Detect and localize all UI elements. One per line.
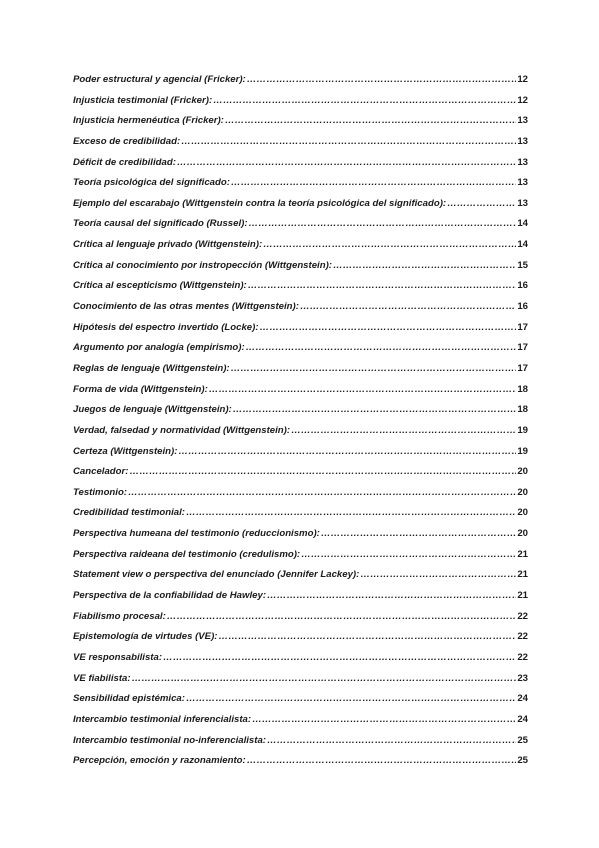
toc-dot-leader — [249, 218, 517, 230]
toc-entry[interactable] — [73, 714, 528, 735]
toc-entry[interactable] — [73, 218, 528, 239]
toc-entry-title: Exceso de credibilidad: — [73, 135, 181, 147]
toc-entry-title: Crítica al conocimiento por instropección (Wittgenstein): — [73, 259, 332, 271]
toc-entry-title: Forma de vida (Wittgenstein): — [73, 383, 208, 395]
toc-entry[interactable] — [73, 507, 528, 528]
toc-entry[interactable] — [73, 115, 528, 136]
toc-entry-page-number: 23 — [517, 672, 528, 684]
toc-dot-leader — [186, 507, 516, 519]
toc-dot-leader — [163, 652, 516, 664]
toc-entry-title: Hipótesis del espectro invertido (Locke): — [73, 321, 259, 333]
toc-dot-leader — [333, 260, 516, 272]
toc-entry-title: Perspectiva humeana del testimonio (reduccionismo): — [73, 528, 320, 540]
toc-entry-title: Epistemología de virtudes (VE): — [73, 631, 218, 643]
toc-entry[interactable] — [73, 673, 528, 694]
toc-entry-title: Argumento por analogía (empirismo): — [73, 342, 245, 354]
toc-dot-leader — [447, 198, 516, 210]
toc-entry[interactable] — [73, 693, 528, 714]
toc-entry[interactable] — [73, 239, 528, 260]
toc-dot-leader — [128, 487, 516, 499]
toc-dot-leader — [178, 446, 516, 458]
toc-entry[interactable] — [73, 611, 528, 632]
toc-entry-title: Déficit de credibilidad: — [73, 156, 176, 168]
toc-entry[interactable] — [73, 342, 528, 363]
toc-entry[interactable] — [73, 735, 528, 756]
toc-dot-leader — [231, 177, 516, 189]
toc-entry[interactable] — [73, 446, 528, 467]
toc-entry[interactable] — [73, 755, 528, 776]
toc-entry-page-number: 15 — [517, 259, 528, 271]
toc-dot-leader — [263, 239, 516, 251]
toc-entry-title: Perspectiva raideana del testimonio (credulismo): — [73, 548, 301, 560]
toc-entry-title: Statement view o perspectiva del enunciado (Jennifer Lackey): — [73, 569, 360, 581]
toc-entry[interactable] — [73, 384, 528, 405]
toc-entry-page-number: 18 — [517, 383, 528, 395]
toc-entry-page-number: 20 — [517, 528, 528, 540]
toc-entry-page-number: 13 — [517, 197, 528, 209]
toc-entry[interactable] — [73, 177, 528, 198]
toc-dot-leader — [267, 735, 516, 747]
toc-dot-leader — [360, 569, 516, 581]
toc-entry-title: Poder estructural y agencial (Fricker): — [73, 74, 246, 85]
toc-dot-leader — [248, 280, 517, 292]
toc-entry-title: VE fiabilista: — [73, 672, 131, 684]
toc-entry[interactable] — [73, 322, 528, 343]
toc-entry-title: VE responsabilista: — [73, 651, 163, 663]
toc-entry-page-number: 16 — [517, 280, 528, 292]
toc-dot-leader — [252, 714, 516, 726]
toc-entry-title: Conocimiento de las otras mentes (Wittgenstein): — [73, 301, 299, 313]
toc-entry-title: Reglas de lenguaje (Wittgenstein): — [73, 362, 230, 374]
toc-dot-leader — [321, 528, 516, 540]
toc-dot-leader — [300, 301, 516, 313]
toc-entry[interactable] — [73, 136, 528, 157]
toc-dot-leader — [247, 74, 517, 86]
toc-entry[interactable] — [73, 425, 528, 446]
toc-entry[interactable] — [73, 74, 528, 95]
toc-entry-page-number: 24 — [517, 713, 528, 725]
toc-entry-title: Intercambio testimonial inferencialista: — [73, 713, 252, 725]
toc-entry-page-number: 20 — [517, 466, 528, 478]
toc-entry-page-number: 13 — [517, 177, 528, 189]
toc-entry-title: Crítica al escepticismo (Wittgenstein): — [73, 280, 247, 292]
toc-entry[interactable] — [73, 95, 528, 116]
toc-entry-page-number: 13 — [517, 115, 528, 127]
toc-dot-leader — [132, 673, 517, 685]
toc-entry-title: Teoría psicológica del significado: — [73, 177, 230, 189]
toc-entry-page-number: 21 — [517, 548, 528, 560]
toc-dot-leader — [246, 342, 517, 354]
toc-entry-page-number: 12 — [517, 74, 528, 85]
toc-dot-leader — [177, 157, 516, 169]
toc-entry-page-number: 24 — [517, 693, 528, 705]
toc-dot-leader — [233, 404, 517, 416]
toc-entry[interactable] — [73, 466, 528, 487]
toc-entry-page-number: 18 — [517, 404, 528, 416]
toc-entry[interactable] — [73, 569, 528, 590]
toc-dot-leader — [225, 115, 516, 127]
toc-dot-leader — [231, 363, 517, 375]
toc-entry-page-number: 19 — [517, 424, 528, 436]
toc-entry-title: Crítica al lenguaje privado (Wittgenstein): — [73, 239, 263, 251]
toc-entry[interactable] — [73, 280, 528, 301]
toc-entry-title: Teoría causal del significado (Russel): — [73, 218, 248, 230]
toc-entry-page-number: 21 — [517, 569, 528, 581]
toc-entry-title: Certeza (Wittgenstein): — [73, 445, 178, 457]
toc-entry-page-number: 17 — [517, 362, 528, 374]
toc-entry-page-number: 17 — [517, 321, 528, 333]
toc-entry-page-number: 17 — [517, 342, 528, 354]
toc-entry[interactable] — [73, 301, 528, 322]
toc-dot-leader — [260, 322, 517, 334]
toc-entry-page-number: 25 — [517, 755, 528, 767]
toc-dot-leader — [213, 95, 516, 107]
toc-entry-title: Cancelador: — [73, 466, 129, 478]
toc-entry-page-number: 13 — [517, 135, 528, 147]
toc-entry-page-number: 13 — [517, 156, 528, 168]
toc-entry[interactable] — [73, 528, 528, 549]
toc-entry[interactable] — [73, 198, 528, 219]
toc-entry-title: Juegos de lenguaje (Wittgenstein): — [73, 404, 232, 416]
toc-dot-leader — [186, 693, 516, 705]
toc-entry-page-number: 22 — [517, 610, 528, 622]
toc-dot-leader — [291, 425, 516, 437]
toc-entry-page-number: 14 — [517, 239, 528, 251]
toc-entry-page-number: 21 — [517, 590, 528, 602]
toc-entry[interactable] — [73, 549, 528, 570]
toc-entry[interactable] — [73, 157, 528, 178]
toc-entry-title: Intercambio testimonial no-inferencialista: — [73, 734, 266, 746]
toc-entry-title: Credibilidad testimonial: — [73, 507, 185, 519]
toc-entry-page-number: 22 — [517, 631, 528, 643]
toc-entry[interactable] — [73, 404, 528, 425]
toc-entry-title: Sensibilidad epistémica: — [73, 693, 185, 705]
toc-entry-page-number: 14 — [517, 218, 528, 230]
toc-entry-title: Verdad, falsedad y normatividad (Wittgenstein): — [73, 424, 291, 436]
toc-entry-title: Testimonio: — [73, 486, 128, 498]
toc-entry-page-number: 16 — [517, 301, 528, 313]
toc-entry-title: Injusticia hermenéutica (Fricker): — [73, 115, 224, 127]
toc-dot-leader — [181, 136, 516, 148]
toc-entry[interactable] — [73, 631, 528, 652]
toc-entry-page-number: 19 — [517, 445, 528, 457]
toc-entry-page-number: 25 — [517, 734, 528, 746]
toc-entry-title: Injusticia testimonial (Fricker): — [73, 94, 213, 106]
toc-dot-leader — [301, 549, 516, 561]
toc-entry-title: Fiabilismo procesal: — [73, 610, 166, 622]
toc-dot-leader — [209, 384, 517, 396]
toc-dot-leader — [247, 755, 517, 767]
toc-entry-title: Perspectiva de la confiabilidad de Hawley: — [73, 590, 267, 602]
toc-entry-page-number: 20 — [517, 507, 528, 519]
toc-dot-leader — [167, 611, 517, 623]
toc-entry-page-number: 12 — [517, 94, 528, 106]
toc-entry-title: Percepción, emoción y razonamiento: — [73, 755, 246, 767]
toc-dot-leader — [218, 631, 516, 643]
toc-dot-leader — [129, 466, 516, 478]
table-of-contents — [73, 74, 528, 776]
toc-entry[interactable] — [73, 487, 528, 508]
toc-entry[interactable] — [73, 363, 528, 384]
toc-entry-title: Ejemplo del escarabajo (Wittgenstein contra la teoría psicológica del significado): — [73, 197, 447, 209]
toc-entry-page-number: 22 — [517, 651, 528, 663]
toc-entry[interactable] — [73, 260, 528, 281]
toc-entry[interactable] — [73, 652, 528, 673]
toc-dot-leader — [267, 590, 516, 602]
toc-entry[interactable] — [73, 590, 528, 611]
toc-entry-page-number: 20 — [517, 486, 528, 498]
